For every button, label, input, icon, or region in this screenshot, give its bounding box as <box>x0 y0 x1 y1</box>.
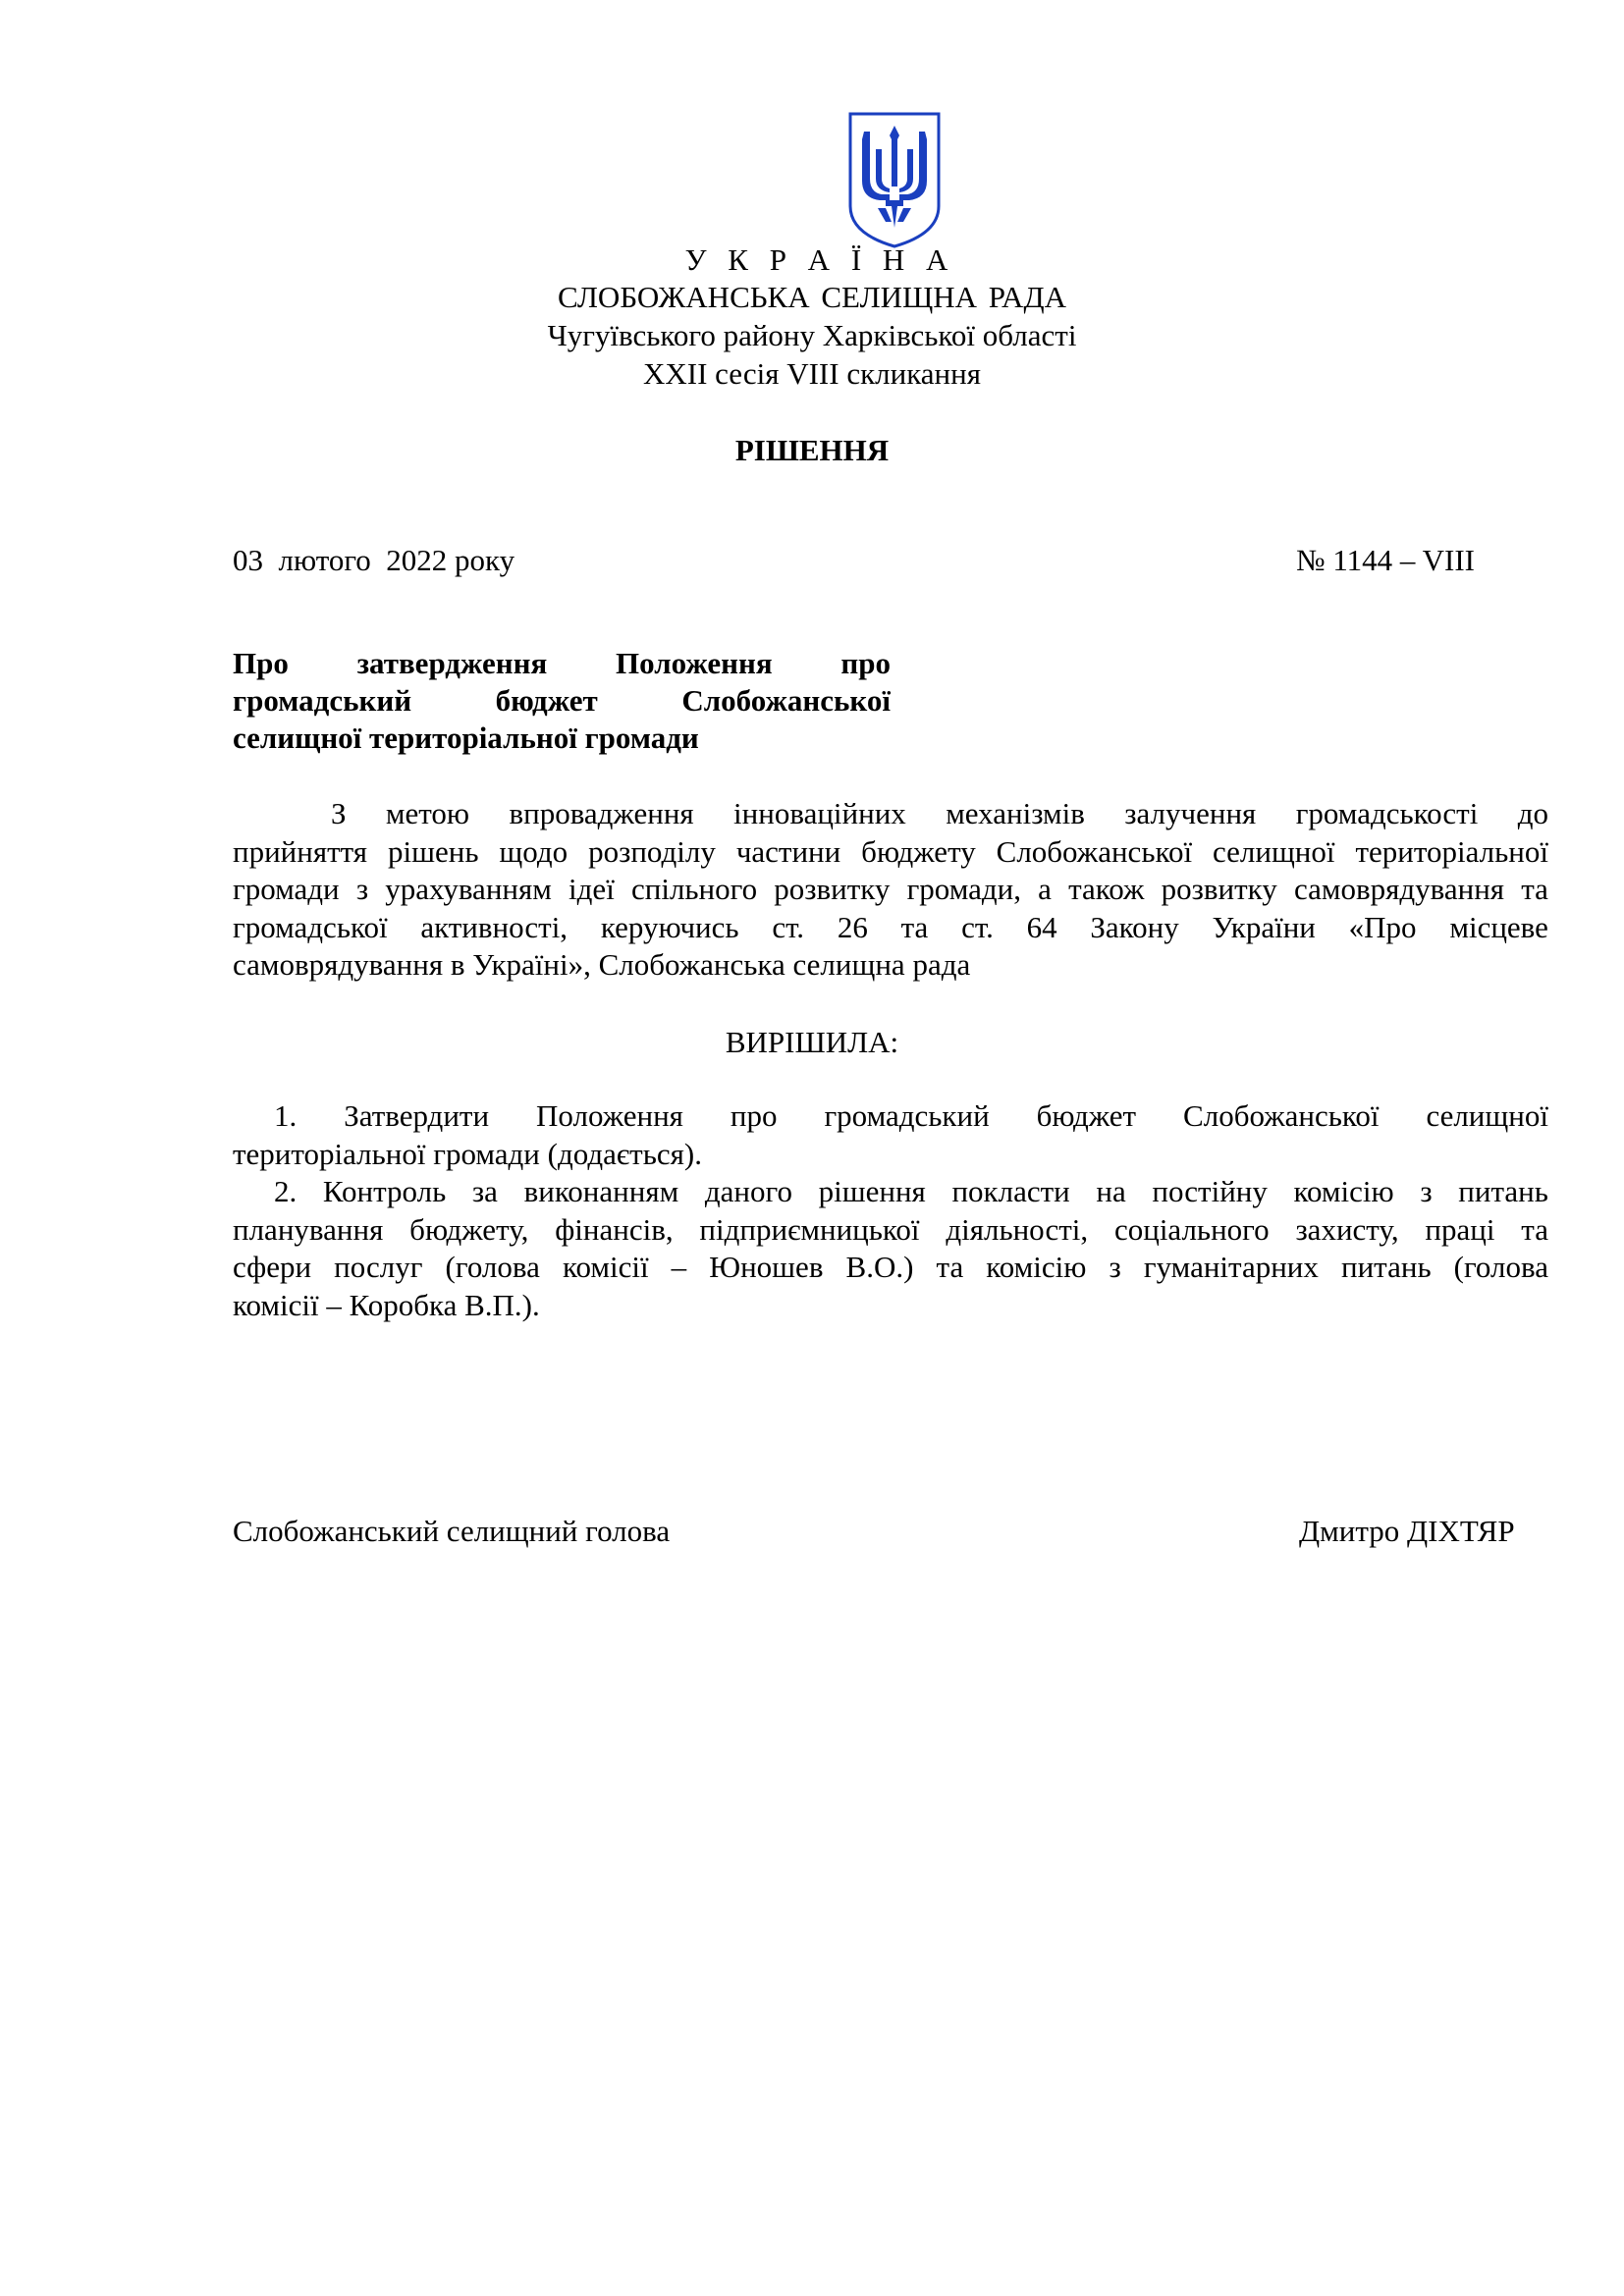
decision-items <box>233 1097 1548 1324</box>
word: активності, <box>420 909 568 944</box>
word: В.О.) <box>845 1250 914 1284</box>
word: 26 <box>837 909 868 944</box>
word: постійну <box>1152 1174 1268 1208</box>
word: розподілу <box>588 833 716 869</box>
word: частини <box>735 833 841 869</box>
word: сфери <box>233 1250 312 1284</box>
word: Слобожанської <box>1183 1098 1380 1133</box>
word: (голова <box>1453 1250 1548 1284</box>
word: праці <box>1425 1211 1495 1247</box>
word: урахуванням <box>385 872 552 906</box>
preamble-line-3 <box>233 871 1548 909</box>
word: (голова <box>445 1250 540 1284</box>
word: діяльності, <box>946 1211 1089 1247</box>
word: розвитку <box>1161 872 1277 906</box>
word: рішення <box>818 1174 926 1208</box>
item-number: 1. <box>274 1098 298 1133</box>
word: Закону <box>1090 909 1179 944</box>
subject-line-1 <box>233 645 891 682</box>
word: спільного <box>630 872 758 906</box>
preamble-line-4 <box>233 909 1548 947</box>
word: громадськості <box>1295 796 1479 830</box>
word: прийняття <box>233 833 368 869</box>
word: рішень <box>388 833 479 869</box>
word: бюджету, <box>409 1211 529 1247</box>
word: до <box>1517 796 1548 830</box>
signature-name: Дмитро ДІХТЯР <box>1299 1514 1515 1548</box>
word: комісії <box>562 1250 649 1284</box>
word: громади <box>233 872 340 906</box>
word: про <box>730 1098 778 1133</box>
decision-number: № 1144 – VIII <box>1296 543 1475 577</box>
word: підприємницької <box>699 1211 920 1247</box>
word: послуг <box>334 1250 423 1284</box>
preamble-paragraph <box>233 795 1548 985</box>
district-heading: Чугуївського району Харківської області <box>547 318 1077 352</box>
word: бюджету <box>861 833 976 869</box>
word: – <box>671 1250 687 1284</box>
word: комісію <box>986 1250 1087 1284</box>
subject-word: затвердження <box>356 646 548 680</box>
word: Положення <box>536 1098 683 1133</box>
word: Контроль <box>322 1174 447 1208</box>
decision-date: 03 лютого 2022 року <box>233 543 515 577</box>
subject-word: Слобожанської <box>681 683 891 718</box>
word: гуманітарних <box>1143 1250 1319 1284</box>
word: а <box>1038 872 1052 906</box>
subject-word: про <box>840 646 891 680</box>
word: фінансів, <box>555 1211 674 1247</box>
word: даного <box>704 1174 792 1208</box>
word: селищної <box>1212 833 1335 869</box>
word: соціального <box>1113 1211 1270 1247</box>
word: за <box>471 1174 498 1208</box>
word: селищної <box>1426 1098 1548 1133</box>
word: громадський <box>824 1098 990 1133</box>
decision-subject <box>233 645 891 757</box>
item-1-line-1 <box>233 1097 1548 1136</box>
word: з <box>1109 1250 1121 1284</box>
word: України <box>1212 909 1316 944</box>
word: бюджет <box>1036 1098 1137 1133</box>
signature-position: Слобожанський селищний голова <box>233 1514 671 1548</box>
council-heading: СЛОБОЖАНСЬКА СЕЛИЩНА РАДА <box>558 280 1066 314</box>
country-heading: У К Р А Ї Н А <box>684 242 955 277</box>
resolved-heading: ВИРІШИЛА: <box>725 1025 899 1059</box>
session-heading: XXII сесія VIII скликання <box>643 356 981 391</box>
word: ст. <box>961 909 994 944</box>
word: ідеї <box>568 872 615 906</box>
word: планування <box>233 1211 384 1247</box>
subject-word: громадський <box>233 683 412 718</box>
item-number: 2. <box>274 1174 298 1208</box>
word: з <box>355 872 369 906</box>
item-2-line-4: комісії – Коробка В.П.). <box>233 1287 540 1322</box>
item-2-line-3 <box>233 1249 1548 1287</box>
word: метою <box>385 796 470 830</box>
word: керуючись <box>600 909 739 944</box>
word: залучення <box>1124 796 1257 830</box>
word: та <box>936 1250 964 1284</box>
word: на <box>1096 1174 1126 1208</box>
word: та <box>1521 1211 1548 1247</box>
word: самоврядування <box>1293 872 1505 906</box>
word: 64 <box>1026 909 1057 944</box>
word: «Про <box>1348 909 1417 944</box>
trident-emblem-icon <box>846 110 943 249</box>
word: ст. <box>772 909 805 944</box>
item-2-line-1 <box>233 1173 1548 1211</box>
word: щодо <box>499 833 568 869</box>
word: виконанням <box>523 1174 679 1208</box>
word: громадської <box>233 909 388 944</box>
preamble-line-2 <box>233 833 1548 872</box>
word: місцеве <box>1449 909 1548 944</box>
subject-line-3: селищної територіальної громади <box>233 721 699 755</box>
word: Слобожанської <box>996 833 1193 869</box>
preamble-line-1 <box>233 795 1548 833</box>
word: інноваційних <box>733 796 906 830</box>
word: захисту, <box>1295 1211 1399 1247</box>
word: територіальної <box>1355 833 1548 869</box>
word: розвитку <box>774 872 891 906</box>
preamble-line-5: самоврядування в Україні», Слобожанська селищна рада <box>233 947 971 982</box>
word: та <box>1521 872 1548 906</box>
word: комісію <box>1293 1174 1394 1208</box>
word: питань <box>1340 1250 1432 1284</box>
word: з <box>1420 1174 1433 1208</box>
decision-title: РІШЕННЯ <box>734 433 890 467</box>
subject-word: Положення <box>616 646 773 680</box>
word: механізмів <box>946 796 1085 830</box>
subject-word: бюджет <box>495 683 598 718</box>
item-1-line-2: територіальної громади (додається). <box>233 1136 702 1171</box>
word: З <box>331 796 347 830</box>
word: питань <box>1458 1174 1548 1208</box>
word: громади, <box>906 872 1021 906</box>
word: та <box>900 909 929 944</box>
word: Затвердити <box>344 1098 490 1133</box>
subject-word: Про <box>233 646 289 680</box>
word: впровадження <box>509 796 694 830</box>
subject-line-2 <box>233 682 891 720</box>
word: також <box>1068 872 1145 906</box>
item-2-line-2 <box>233 1211 1548 1250</box>
word: покласти <box>951 1174 1070 1208</box>
word: Юношев <box>709 1250 824 1284</box>
